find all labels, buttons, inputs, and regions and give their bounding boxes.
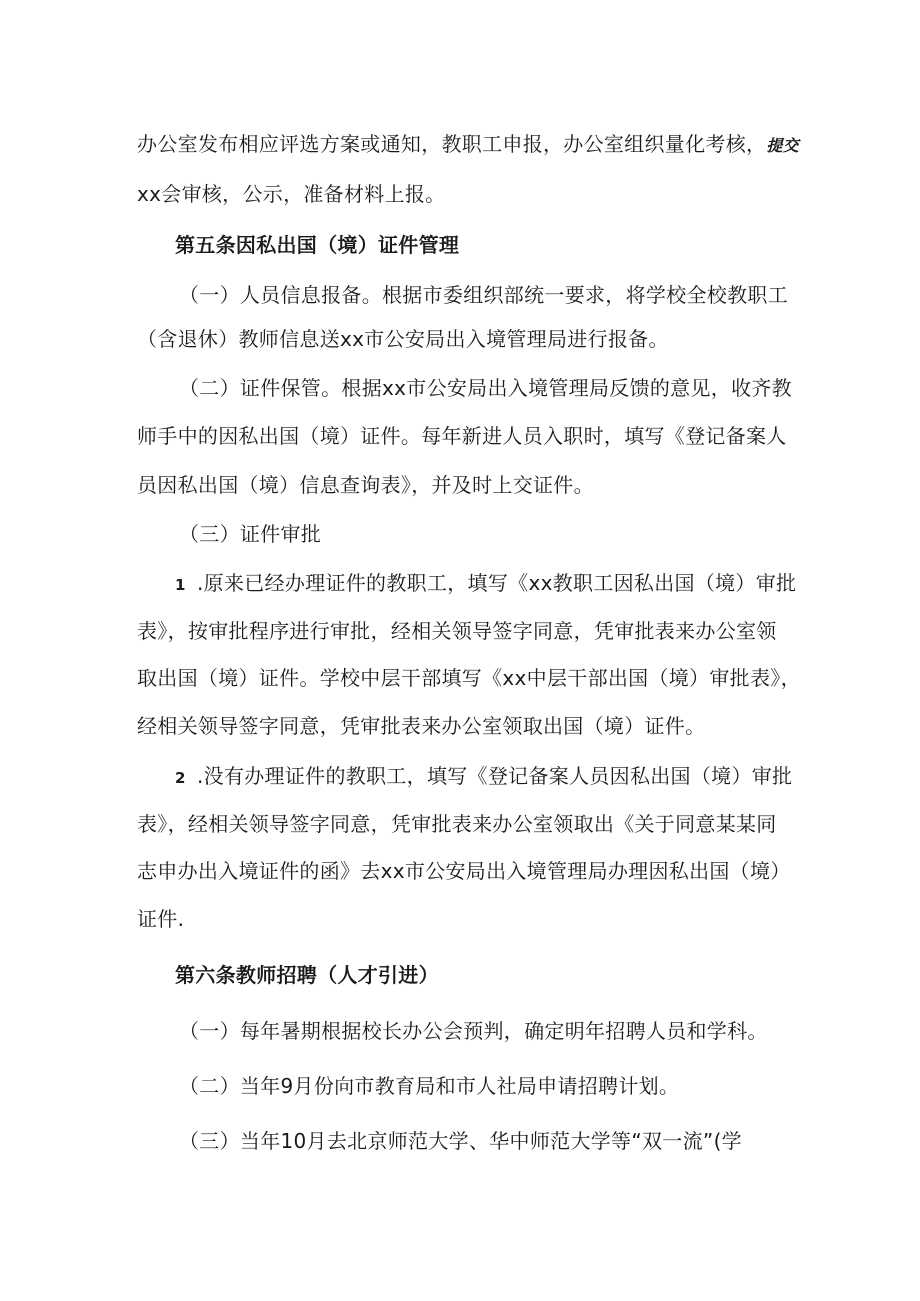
text-span-emphasis: 提交 (766, 136, 799, 155)
paragraph-line: 师手中的因私出国（境）证件。每年新进人员入职时，填写《登记备案人 (137, 424, 787, 448)
text-span: .原来已经办理证件的教职工，填写《xx教职工因私出国（境）审批 (197, 571, 797, 595)
paragraph-line: 证件. (137, 907, 185, 931)
list-item-1 (175, 569, 796, 599)
paragraph-line: （一）每年暑期根据校长办公会预判，确定明年招聘人员和学科。 (179, 1019, 768, 1043)
section-3-heading: （三）证件审批 (179, 522, 322, 546)
list-item-2 (175, 762, 792, 792)
paragraph-line: （三）当年10月去北京师范大学、华中师范大学等“双一流”(学 (179, 1129, 742, 1153)
paragraph-line: （二）证件保管。根据xx市公安局出入境管理局反馈的意见，收齐教 (179, 376, 792, 400)
paragraph-line: xx会审核，公示，准备材料上报。 (137, 182, 446, 206)
paragraph-line: （二）当年9月份向市教育局和市人社局申请招聘计划。 (179, 1074, 680, 1098)
paragraph-line: 取出国（境）证件。学校中层干部填写《xx中层干部出国（境）审批表》， (137, 666, 801, 690)
text-span: .没有办理证件的教职工，填写《登记备案人员因私出国（境）审批 (197, 764, 793, 788)
article-6-heading: 第六条教师招聘（人才引进） (175, 963, 439, 987)
text-span: 办公室发布相应评选方案或通知，教职工申报，办公室组织量化考核， (137, 132, 767, 156)
paragraph-line: 志申办出入境证件的函》去xx市公安局出入境管理局办理因私出国（境） (137, 859, 791, 883)
paragraph-line: （含退休）教师信息送xx市公安局出入境管理局进行报备。 (137, 327, 669, 351)
list-number: 1 (175, 576, 186, 594)
paragraph-line: 表》，经相关领导签字同意，凭审批表来办公室领取出《关于同意某某同 (137, 812, 777, 836)
list-number: 2 (175, 769, 186, 787)
article-5-heading: 第五条因私出国（境）证件管理 (175, 233, 460, 257)
paragraph-line: 表》，按审批程序进行审批，经相关领导签字同意，凭审批表来办公室领 (137, 619, 777, 643)
paragraph-line (137, 130, 799, 160)
paragraph-line: 员因私出国（境）信息查询表》，并及时上交证件。 (137, 473, 594, 497)
paragraph-line: 经相关领导签字同意，凭审批表来办公室领取出国（境）证件。 (137, 714, 706, 738)
paragraph-line: （一）人员信息报备。根据市委组织部统一要求，将学校全校教职工 (179, 283, 788, 307)
